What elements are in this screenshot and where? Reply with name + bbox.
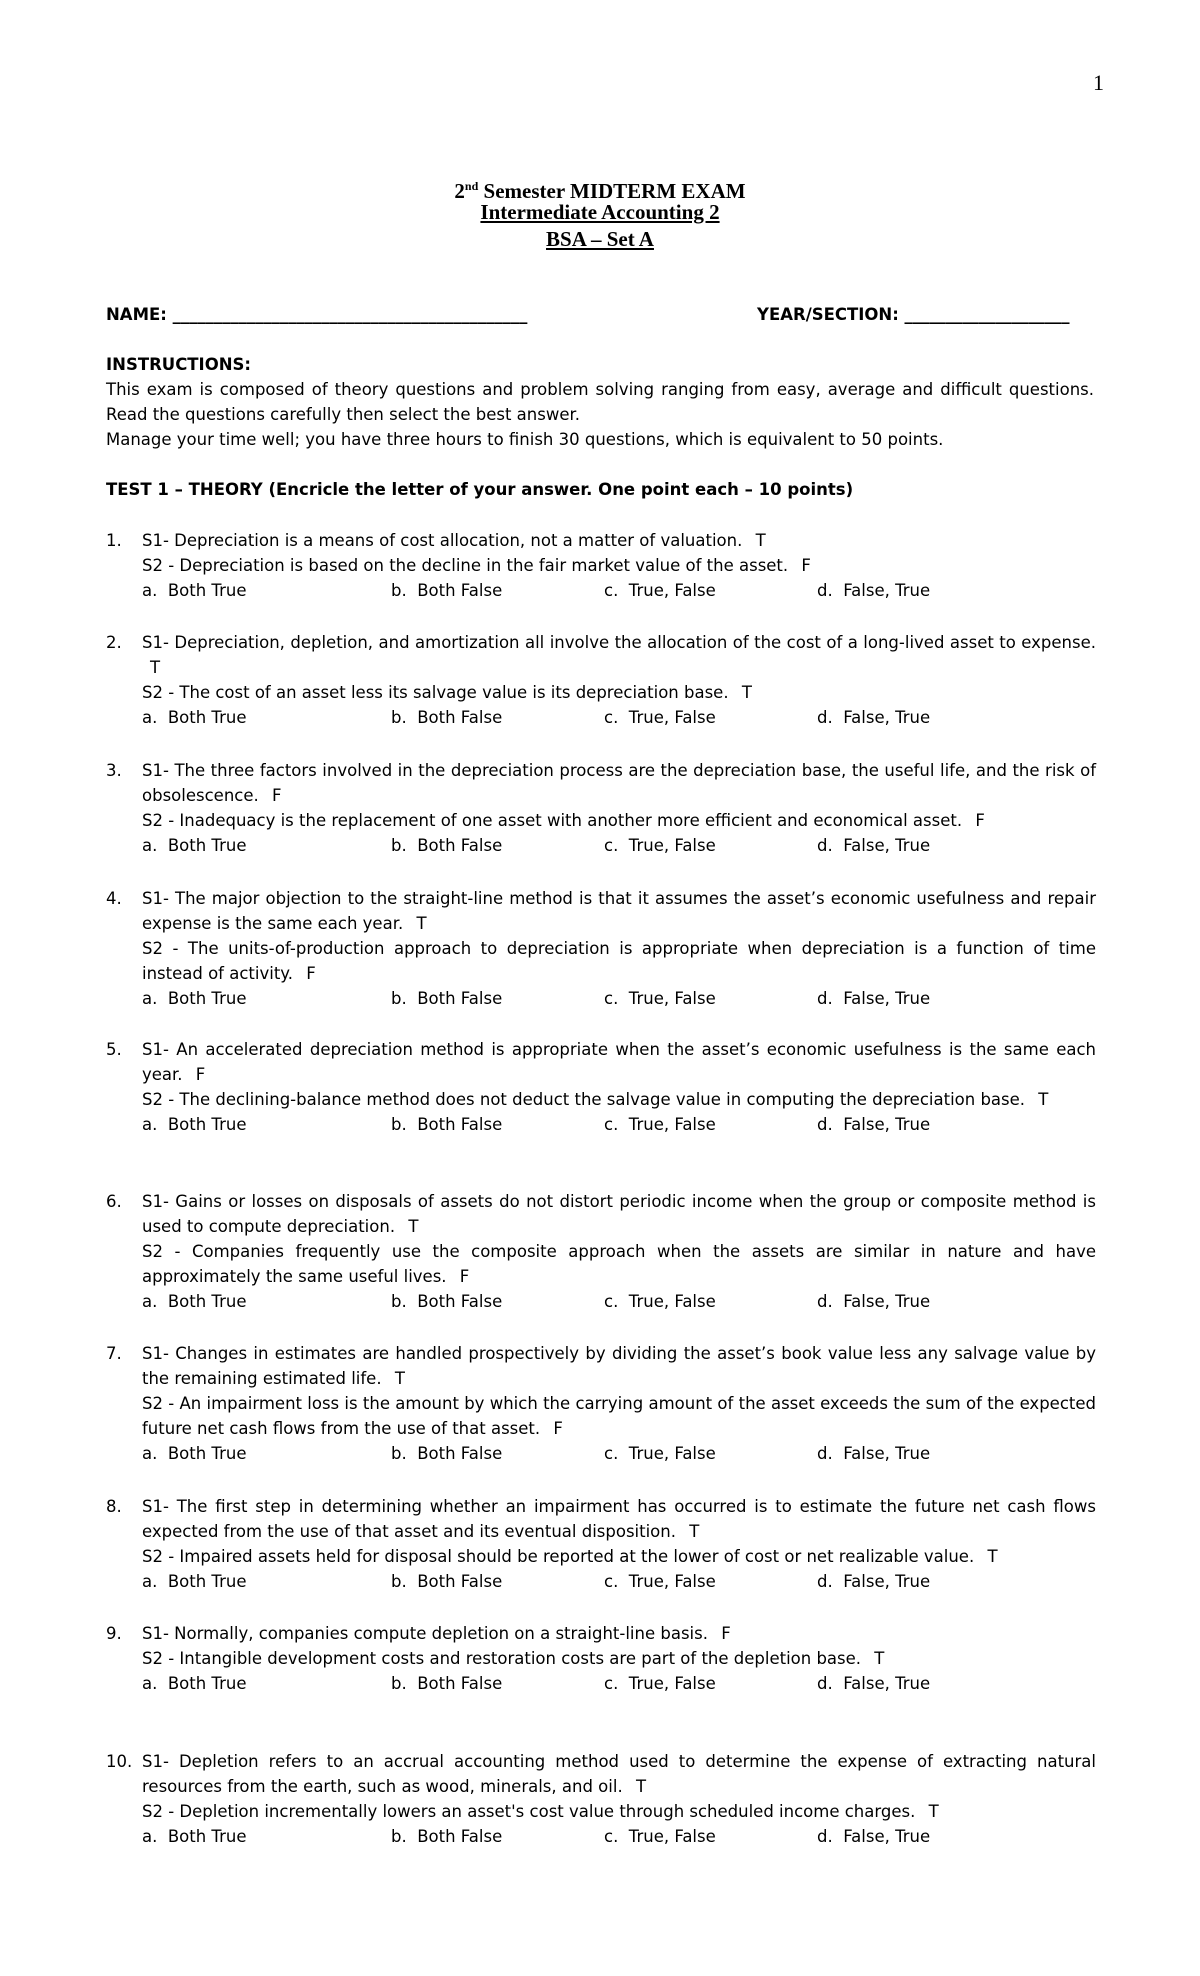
option-a[interactable]: a. Both True	[142, 989, 247, 1008]
question-number: 5.	[106, 1040, 122, 1059]
option-d[interactable]: d. False, True	[817, 1572, 931, 1591]
answer-options	[142, 1671, 1096, 1696]
option-a[interactable]: a. Both True	[142, 581, 247, 600]
statement-2: S2 - Depreciation is based on the decline in the fair market value of the asset. F	[142, 556, 811, 575]
statement-1: S1- An accelerated depreciation method is appropriate when the asset’s economic usefulness is the same each year. F	[142, 1040, 1096, 1084]
answer-options	[142, 578, 1096, 603]
statement-1-answer: T	[635, 1777, 647, 1796]
option-d[interactable]: d. False, True	[817, 581, 931, 600]
option-d[interactable]: d. False, True	[817, 708, 931, 727]
option-a[interactable]: a. Both True	[142, 1572, 247, 1591]
question-item	[106, 528, 1096, 603]
option-a[interactable]: a. Both True	[142, 1115, 247, 1134]
option-d[interactable]: d. False, True	[817, 989, 931, 1008]
option-c[interactable]: c. True, False	[604, 1674, 716, 1693]
option-b[interactable]: b. Both False	[391, 836, 503, 855]
statement-2: S2 - The cost of an asset less its salvage value is its depreciation base. T	[142, 683, 752, 702]
option-c[interactable]: c. True, False	[604, 708, 716, 727]
option-c[interactable]: c. True, False	[604, 1444, 716, 1463]
statement-1-answer: F	[721, 1624, 731, 1643]
statement-2-answer: F	[459, 1267, 470, 1286]
statement-1: S1- The major objection to the straight-line method is that it assumes the asset’s economic usefulness and repair expense is the same each year. T	[142, 889, 1096, 933]
statement-1: S1- Gains or losses on disposals of assets do not distort periodic income when the group or composite method is used to compute depreciation. T	[142, 1192, 1096, 1236]
statement-2: S2 - Inadequacy is the replacement of one asset with another more efficient and economical asset. F	[142, 811, 985, 830]
question-item	[106, 758, 1096, 858]
statement-2-answer: F	[975, 811, 985, 830]
option-b[interactable]: b. Both False	[391, 708, 503, 727]
answer-options	[142, 1441, 1096, 1466]
statement-1-answer: T	[755, 531, 766, 550]
option-c[interactable]: c. True, False	[604, 1572, 716, 1591]
option-d[interactable]: d. False, True	[817, 1444, 931, 1463]
instructions-heading: INSTRUCTIONS:	[106, 355, 252, 374]
option-c[interactable]: c. True, False	[604, 1115, 716, 1134]
question-number: 7.	[106, 1344, 122, 1363]
option-c[interactable]: c. True, False	[604, 1292, 716, 1311]
statement-1: S1- Depletion refers to an accrual accounting method used to determine the expense of extracting natural resources from the earth, such as wood, minerals, and oil. T	[142, 1752, 1096, 1796]
question-number: 8.	[106, 1497, 122, 1516]
page-number: 1	[1093, 70, 1104, 95]
statement-2: S2 - Companies frequently use the composite approach when the assets are similar in nature and have approximately the same useful lives. F	[142, 1242, 1096, 1286]
question-number: 1.	[106, 531, 122, 550]
statement-1: S1- The first step in determining whether an impairment has occurred is to estimate the future net cash flows expected from the use of that asset and its eventual disposition. T	[142, 1497, 1096, 1541]
option-c[interactable]: c. True, False	[604, 1827, 716, 1846]
statement-2-answer: F	[801, 556, 811, 575]
instructions-paragraph: This exam is composed of theory questions and problem solving ranging from easy, average and difficult questions. Read the questions carefully then select the best answer.	[106, 380, 1094, 424]
option-b[interactable]: b. Both False	[391, 1827, 503, 1846]
answer-options	[142, 1289, 1096, 1314]
question-number: 9.	[106, 1624, 122, 1643]
test-heading: TEST 1 – THEORY (Encricle the letter of your answer. One point each – 10 points)	[106, 480, 854, 499]
answer-options	[142, 986, 1096, 1011]
year-section-field[interactable]: YEAR/SECTION: ____________________	[757, 305, 1070, 324]
statement-1: S1- Changes in estimates are handled prospectively by dividing the asset’s book value less any salvage value by the remaining estimated life. T	[142, 1344, 1096, 1388]
question-number: 10.	[106, 1752, 133, 1771]
question-item	[106, 1494, 1096, 1594]
answer-options	[142, 1112, 1096, 1137]
question-item	[106, 1037, 1096, 1137]
statement-1-answer: F	[272, 786, 282, 805]
set-title: BSA – Set A	[546, 227, 654, 251]
option-d[interactable]: d. False, True	[817, 1674, 931, 1693]
question-item	[106, 1749, 1096, 1849]
option-a[interactable]: a. Both True	[142, 1444, 247, 1463]
statement-2: S2 - Depletion incrementally lowers an asset's cost value through scheduled income charges. T	[142, 1802, 939, 1821]
name-field[interactable]: NAME: ___________________________________________	[106, 305, 528, 324]
statement-1: S1- Normally, companies compute depletion on a straight-line basis. F	[142, 1624, 731, 1643]
statement-2-answer: T	[928, 1802, 939, 1821]
question-item	[106, 1341, 1096, 1466]
option-d[interactable]: d. False, True	[817, 1115, 931, 1134]
option-a[interactable]: a. Both True	[142, 1827, 247, 1846]
statement-2: S2 - Impaired assets held for disposal should be reported at the lower of cost or net realizable value. T	[142, 1547, 998, 1566]
question-item	[106, 630, 1096, 730]
answer-options	[142, 705, 1096, 730]
statement-1: S1- Depreciation, depletion, and amortization all involve the allocation of the cost of a long-lived asset to expense. T	[142, 633, 1096, 677]
option-b[interactable]: b. Both False	[391, 581, 503, 600]
option-b[interactable]: b. Both False	[391, 1444, 503, 1463]
statement-1-answer: T	[416, 914, 427, 933]
question-item	[106, 1189, 1096, 1314]
statement-2-answer: T	[987, 1547, 998, 1566]
question-number: 3.	[106, 761, 122, 780]
course-title: Intermediate Accounting 2	[480, 200, 720, 224]
answer-options	[142, 1824, 1096, 1849]
statement-2: S2 - Intangible development costs and restoration costs are part of the depletion base. T	[142, 1649, 885, 1668]
option-b[interactable]: b. Both False	[391, 1115, 503, 1134]
option-c[interactable]: c. True, False	[604, 989, 716, 1008]
question-number: 4.	[106, 889, 122, 908]
statement-2: S2 - The units-of-production approach to depreciation is appropriate when depreciation is a function of time instead of activity. F	[142, 939, 1096, 983]
answer-options	[142, 1569, 1096, 1594]
statement-2: S2 - An impairment loss is the amount by which the carrying amount of the asset exceeds the sum of the expected future net cash flows from the use of that asset. F	[142, 1394, 1096, 1438]
statement-1: S1- The three factors involved in the depreciation process are the depreciation base, the useful life, and the risk of obsolescence. F	[142, 761, 1096, 805]
option-d[interactable]: d. False, True	[817, 1827, 931, 1846]
option-d[interactable]: d. False, True	[817, 1292, 931, 1311]
option-c[interactable]: c. True, False	[604, 836, 716, 855]
option-d[interactable]: d. False, True	[817, 836, 931, 855]
question-item	[106, 886, 1096, 1011]
instructions-time-note: Manage your time well; you have three hours to finish 30 questions, which is equivalent to 50 points.	[106, 430, 944, 449]
answer-options	[142, 833, 1096, 858]
question-number: 2.	[106, 633, 122, 652]
statement-1-answer: F	[195, 1065, 206, 1084]
exam-title: 2nd Semester MIDTERM EXAM	[454, 179, 746, 203]
statement-1-answer: T	[150, 658, 161, 677]
option-a[interactable]: a. Both True	[142, 1674, 247, 1693]
statement-2-answer: T	[874, 1649, 885, 1668]
statement-1-answer: T	[408, 1217, 419, 1236]
statement-1-answer: T	[689, 1522, 700, 1541]
option-b[interactable]: b. Both False	[391, 1572, 503, 1591]
question-item	[106, 1621, 1096, 1696]
option-c[interactable]: c. True, False	[604, 581, 716, 600]
statement-2-answer: T	[741, 683, 752, 702]
statement-2-answer: T	[1038, 1090, 1049, 1109]
option-a[interactable]: a. Both True	[142, 708, 247, 727]
statement-1-answer: T	[394, 1369, 405, 1388]
statement-1: S1- Depreciation is a means of cost allocation, not a matter of valuation. T	[142, 531, 766, 550]
statement-2: S2 - The declining-balance method does not deduct the salvage value in computing the depreciation base. T	[142, 1090, 1049, 1109]
statement-2-answer: F	[553, 1419, 563, 1438]
option-a[interactable]: a. Both True	[142, 1292, 247, 1311]
option-b[interactable]: b. Both False	[391, 989, 503, 1008]
statement-2-answer: F	[306, 964, 316, 983]
option-a[interactable]: a. Both True	[142, 836, 247, 855]
option-b[interactable]: b. Both False	[391, 1292, 503, 1311]
question-number: 6.	[106, 1192, 122, 1211]
option-b[interactable]: b. Both False	[391, 1674, 503, 1693]
